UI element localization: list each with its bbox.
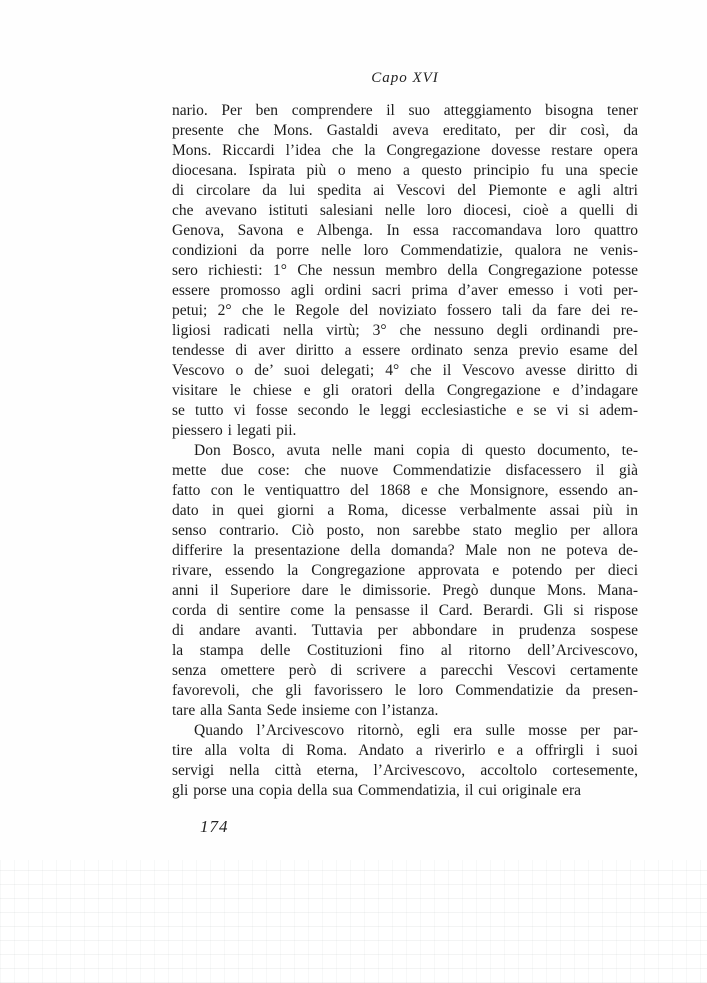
text-line: la stampa delle Costituzioni fino al ritorno dell’Arcivescovo, [172, 642, 638, 659]
text-line: fatto con le ventiquattro del 1868 e che Monsignore, essendo an- [172, 482, 638, 499]
text-line: tendesse di aver diritto a essere ordinato senza previo esame del [172, 342, 638, 359]
text-line: Don Bosco, avuta nelle mani copia di questo documento, te- [194, 442, 638, 459]
page-number: 174 [200, 817, 229, 836]
text-line: gli porse una copia della sua Commendatizia, il cui originale era [172, 782, 581, 799]
text-line: differire la presentazione della domanda? Male non ne poteva de- [172, 542, 638, 559]
text-line: nario. Per ben comprendere il suo atteggiamento bisogna tener [172, 102, 638, 119]
text-line: servigi nella città eterna, l’Arcivescovo, accoltolo cortesemente, [172, 762, 638, 779]
text-line: corda di sentire come la pensasse il Card. Berardi. Gli si rispose [172, 602, 638, 619]
text-line: ligiosi radicati nella virtù; 3° che nessuno degli ordinandi pre- [172, 322, 638, 339]
paragraph [172, 441, 638, 721]
text-line: che avevano istituti salesiani nelle loro diocesi, cioè a quelli di [172, 202, 638, 219]
text-line: sero richiesti: 1° Che nessun membro della Congregazione potesse [172, 262, 638, 279]
text-line: se tutto vi fosse secondo le leggi ecclesiastiche e se vi si adem- [172, 402, 638, 419]
text-line: senza omettere però di scrivere a parecchi Vescovi certamente [172, 662, 638, 679]
text-line: dato in quei giorni a Roma, dicesse verbalmente assai più in [172, 502, 638, 519]
text-line: Mons. Riccardi l’idea che la Congregazione dovesse restare opera [172, 142, 638, 159]
text-line: anni il Superiore dare le dimissorie. Pregò dunque Mons. Mana- [172, 582, 638, 599]
text-line: diocesana. Ispirata più o meno a questo principio fu una specie [172, 162, 638, 179]
text-line: di circolare da lui spedita ai Vescovi del Piemonte e agli altri [172, 182, 638, 199]
text-line: presente che Mons. Gastaldi aveva ereditato, per dir così, da [172, 122, 638, 139]
text-line: condizioni da porre nelle loro Commendatizie, qualora ne venis- [172, 242, 638, 259]
text-line: tare alla Santa Sede insieme con l’istanza. [172, 702, 439, 719]
text-line: piessero i legati pii. [172, 422, 297, 439]
text-line: mette due cose: che nuove Commendatizie disfacessero il già [172, 462, 638, 479]
paragraph [172, 721, 638, 801]
text-line: favorevoli, che gli favorissero le loro Commendatizie da presen- [172, 682, 638, 699]
text-line: Vescovo o de’ suoi delegati; 4° che il Vescovo avesse diritto di [172, 362, 638, 379]
text-block [172, 101, 638, 801]
text-line: Genova, Savona e Albenga. In essa raccomandava loro quattro [172, 222, 638, 239]
text-line: rivare, essendo la Congregazione approvata e potendo per dieci [172, 562, 638, 579]
text-line: petui; 2° che le Regole del noviziato fossero tali da fare dei re- [172, 302, 638, 319]
text-line: senso contrario. Ciò posto, non sarebbe stato meglio per allora [172, 522, 638, 539]
text-line: tire alla volta di Roma. Andato a riverirlo e a offrirgli i suoi [172, 742, 638, 759]
text-line: essere promosso agli ordini sacri prima d’aver emesso i voti per- [172, 282, 638, 299]
text-line: di andare avanti. Tuttavia per abbondare in prudenza sospese [172, 622, 638, 639]
text-line: Quando l’Arcivescovo ritornò, egli era sulle mosse per par- [194, 722, 638, 739]
text-line: visitare le chiese e gli oratori della Congregazione e d’indagare [172, 382, 638, 399]
paragraph [172, 101, 638, 441]
chapter-running-head: Capo XVI [371, 70, 439, 86]
